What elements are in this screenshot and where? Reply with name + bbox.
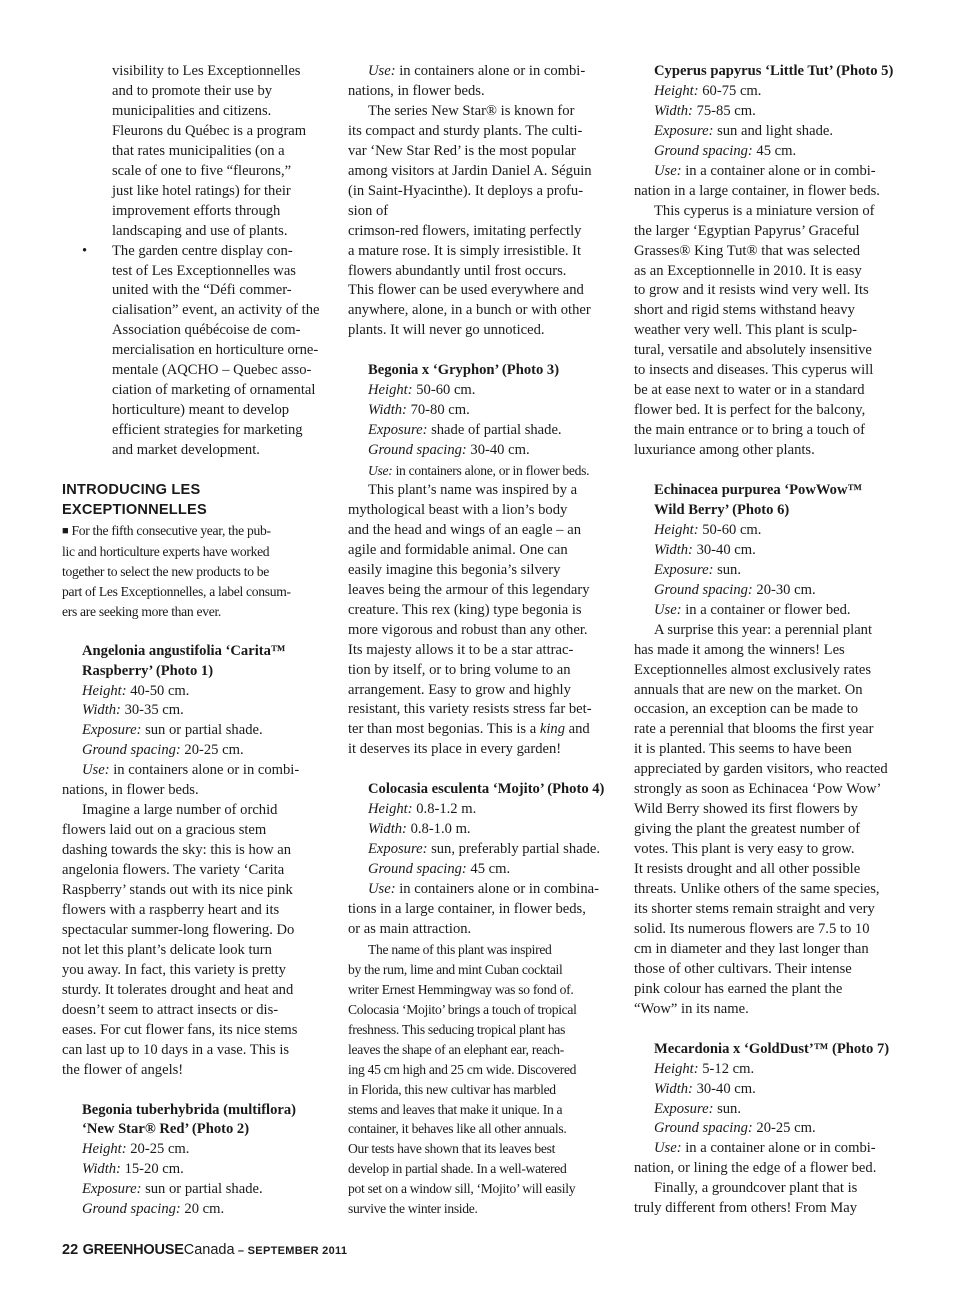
article-column-1 [62,62,330,1220]
plant-entry-begonia-gryphon: Begonia x ‘Gryphon’ (Photo 3) Height: 50-60 cm. Width: 70-80 cm. Exposure: shade of partial shade. Ground spacing: 30-40 cm. Use: in containers alone, or in flower beds. This plant’s name was inspired by a mythological beast with a lion’s body and the head and wings of an eagle – an agile and formidable animal. One can easily imagine this begonia’s silvery leaves being the armour of this legendary creature. This rex (king) type begonia is more vigorous and robust than any other. Its majesty allows it to be a star attrac- tion by itself, or to bring volume to an arrangement. Easy to grow and highly resistant, this variety resists stress far bet- ter than most begonias. This is a king and it deserves its place in every garden! [348,361,616,760]
plant-description: A surprise this year: a perennial plant has made it among the winners! Les Exceptionnelles almost exclusively rates annuals that are new on the market. On occasion, an exception can be made to rate a perennial that blooms the first year it is planted. This seems to have been appreciated by garden visitors, who reacted strongly as soon as Echinacea ‘Pow Wow’ Wild Berry showed its first flowers by giving the plant the greatest number of votes. This plant is very easy to grow. It resists drought and all other possible threats. Unlike others of the same species, its shorter stems remain straight and very solid. Its numerous flowers are 7.5 to 10 cm in diameter and they last longer than those of other cultivars. Their intense pink colour has earned the plant the “Wow” in its name. [634,621,888,1017]
plant-name: Cyperus papyrus ‘Little Tut’ (Photo 5) [654,63,894,79]
magazine-title: GREENHOUSECanada [82,1242,235,1258]
plant-description: Finally, a groundcover plant that is truly different from others! From May [634,1180,858,1217]
page-footer: 22 GREENHOUSECanada – SEPTEMBER 2011 [62,1242,348,1258]
issue-date: SEPTEMBER 2011 [247,1245,348,1257]
plant-description: Imagine a large number of orchid flowers laid out on a gracious stem dashing towards the sky: this is how an angelonia flowers. The variety ‘Carita Raspberry’ stands out with its nice pink flowers with a raspberry heart and its spectacular summer-long flowering. Do not let this plant’s delicate look turn you away. In fact, this variety is pretty sturdy. It tolerates drought and heat and doesn’t seem to attract insects or dis- eases. For cut flower fans, its nice stems can last up to 10 days in a vase. This is the flower of angels! [62,802,298,1078]
plant-name: Colocasia esculenta ‘Mojito’ (Photo 4) [368,781,605,798]
new-star-description: The series New Star® is known for its compact and sturdy plants. The culti- var ‘New Star Red’ is the most popular among visitors at Jardin Daniel A. Séguin (in Saint-Hyacinthe). It deploys a profu- sion of crimson-red flowers, imitating perfectly a mature rose. It is simply irresistible. It flowers abundantly until frost occurs. This flower can be used everywhere and anywhere, alone, in a bunch or with other plants. It will never go unnoticed. [348,102,592,339]
square-bullet-icon: ■ [62,524,69,537]
intro-paragraph: ■ For the fifth consecutive year, the pub- lic and horticulture experts have worked together to select the new products to be part of Les Exceptionnelles, a label consum- ers are seeking more than ever. [62,522,291,619]
plant-entry-colocasia: Colocasia esculenta ‘Mojito’ (Photo 4) Height: 0.8-1.2 m. Width: 0.8-1.0 m. Exposure: sun, preferably partial shade. Ground spacing: 45 cm. Use: in containers alone or in combina- tions in a large container, in flower beds, or as main attraction. The name of this plant was inspired by the rum, lime and mint Cuban cocktail writer Ernest Hemmingway was so fond of. Colocasia ‘Mojito’ brings a touch of tropical freshness. This seducing tropical plant has leaves the shape of an elephant ear, reach- ing 45 cm high and 25 cm wide. Discovered in Florida, this new cultivar has marbled stems and leaves that make it unique. In a container, it behaves like all other annuals. Our tests have shown that its leaves best develop in partial shade. In a well-watered pot set on a window sill, ‘Mojito’ will easily survive the winter inside. [348,780,616,1219]
bullet-item-display-contest: • The garden centre display con- test of Les Exceptionnelles was united with the “Défi commer- cialisation” event, an activity of the Association québécoise de com- mercialisation en horticulture orne- mentale (AQCHO – Quebec asso- ciation of marketing of ornamental horticulture) meant to develop efficient strategies for marketing and market development. [82,242,320,459]
plant-name: Begonia tuberhybrida (multiflora) ‘New Star® Red’ (Photo 2) [82,1101,297,1138]
article-column-3 [634,62,902,1219]
article-column-2: Use: in containers alone or in combi- nations, in flower beds. The series New Star® is known for its compact and sturdy plants. The culti- var ‘New Star Red’ is the most popular among visitors at Jardin Daniel A. Séguin (in Saint-Hyacinthe). It deploys a profu- sion of crimson-red flowers, imitating perfectly a mature rose. It is simply irresistible. It flowers abundantly until frost occurs. This flower can be used everywhere and anywhere, alone, in a bunch or with other plants. It will never go unnoticed. Begonia x ‘Gryphon’ (Photo 3) Height: 50-60 cm. Width: 70-80 cm. Exposure: shade of partial shade. Ground spacing: 30-40 cm. Use: in containers alone, or in flower beds. This plant’s name was inspired by a mythological beast with a lion’s body and the head and wings of an eagle – an agile and formidable animal. One can easily imagine this begonia’s silvery leaves being the armour of this legendary creature. This rex (king) type begonia is more vigorous and robust than any other. Its majesty allows it to be a star attrac- tion by itself, or to bring volume to an arrangement. Easy to grow and highly resistant, this variety resists stress far bet- ter than most begonias. This is a king and it deserves its place in every garden! Colocasia esculenta ‘Mojito’ (Photo 4) Height: 0.8-1.2 m. Width: 0.8-1.0 m. Exposure: sun, preferably partial shade. Ground spacing: 45 cm. Use: in containers alone or in combina- tions in a large container, in flower beds, or as main attraction. The name of this plant was inspired by the rum, lime and mint Cuban cocktail writer Ernest Hemmingway was so fond of. Colocasia ‘Mojito’ brings a touch of tropical freshness. This seducing tropical plant has leaves the shape of an elephant ear, reach- ing 45 cm high and 25 cm wide. Discovered in Florida, this new cultivar has marbled stems and leaves that make it unique. In a container, it behaves like all other annuals. Our tests have shown that its leaves best develop in partial shade. In a well-watered pot set on a window sill, ‘Mojito’ will easily survive the winter inside. [348,62,616,1219]
page-number: 22 [62,1242,79,1258]
plant-entry-cyperus: Cyperus papyrus ‘Little Tut’ (Photo 5) Height: 60-75 cm. Width: 75-85 cm. Exposure: sun and light shade. Ground spacing: 45 cm. Use: in a container alone or in combi- nation in a large container, in flower beds. This cyperus is a miniature version of the larger ‘Egyptian Papyrus’ Graceful Grasses® King Tut® that was selected as an Exceptionnelle in 2010. It is easy to grow and it resists wind very well. Its short and rigid stems withstand heavy weather very well. This plant is sculp- tural, versatile and absolutely insensitive to insects and diseases. This cyperus will be at ease next to water or in a standard flower bed. It is perfect for the balcony, the main entrance or to bring a touch of luxuriance among other plants. [634,62,902,461]
plant-name: Begonia x ‘Gryphon’ (Photo 3) [368,362,560,379]
plant-entry-begonia-new-star: Begonia tuberhybrida (multiflora) ‘New Star® Red’ (Photo 2) Height: 20-25 cm. Width: 15-20 cm. Exposure: sun or partial shade. Ground spacing: 20 cm. [62,1101,330,1221]
plant-entry-echinacea: Echinacea purpurea ‘PowWow™ Wild Berry’ (Photo 6) Height: 50-60 cm. Width: 30-40 cm. Exposure: sun. Ground spacing: 20-30 cm. Use: in a container or flower bed. A surprise this year: a perennial plant has made it among the winners! Les Exceptionnelles almost exclusively rates annuals that are new on the market. On occasion, an exception can be made to rate a perennial that blooms the first year it is planted. This seems to have been appreciated by garden visitors, who reacted strongly as soon as Echinacea ‘Pow Wow’ Wild Berry showed its first flowers by giving the plant the greatest number of votes. This plant is very easy to grow. It resists drought and all other possible threats. Unlike others of the same species, its shorter stems remain straight and very solid. Its numerous flowers are 7.5 to 10 cm in diameter and they last longer than those of other cultivars. Their intense pink colour has earned the plant the “Wow” in its name. [634,481,902,1020]
plant-name: Echinacea purpurea ‘PowWow™ Wild Berry’ (Photo 6) [654,482,863,518]
plant-name: Mecardonia x ‘GoldDust’™ (Photo 7) [654,1040,890,1057]
bullet-glyph: • [82,242,88,259]
section-heading: INTRODUCING LES EXCEPTIONNELLES [62,482,207,518]
plant-description: This cyperus is a miniature version of the larger ‘Egyptian Papyrus’ Graceful Grasses® King Tut® that was selected as an Exceptionnelle in 2010. It is easy to grow and it resists wind very well. Its short and rigid stems withstand heavy weather very well. This plant is sculp- tural, versatile and absolutely insensitive to insects and diseases. This cyperus will be at ease next to water or in a standard flower bed. It is perfect for the balcony, the main entrance or to bring a touch of luxuriance among other plants. [634,202,875,459]
plant-entry-mecardonia: Mecardonia x ‘GoldDust’™ (Photo 7) Height: 5-12 cm. Width: 30-40 cm. Exposure: sun. Ground spacing: 20-25 cm. Use: in a container alone or in combi- nation, or lining the edge of a flower bed. Finally, a groundcover plant that is truly different from others! From May [634,1040,902,1220]
plant-entry-angelonia: Angelonia angustifolia ‘Carita™ Raspberry’ (Photo 1) Height: 40-50 cm. Width: 30-35 cm. Exposure: sun or partial shade. Ground spacing: 20-25 cm. Use: in containers alone or in combi- nations, in flower beds. Imagine a large number of orchid flowers laid out on a gracious stem dashing towards the sky: this is how an angelonia flowers. The variety ‘Carita Raspberry’ stands out with its nice pink flowers with a raspberry heart and its spectacular summer-long flowering. Do not let this plant’s delicate look turn you away. In fact, this variety is pretty sturdy. It tolerates drought and heat and doesn’t seem to attract insects or dis- eases. For cut flower fans, its nice stems can last up to 10 days in a vase. This is the flower of angels! [62,642,330,1081]
plant-description: The name of this plant was inspired by the rum, lime and mint Cuban cocktail writer Ernest Hemmingway was so fond of. Colocasia ‘Mojito’ brings a touch of tropical freshness. This seducing tropical plant has leaves the shape of an elephant ear, reach- ing 45 cm high and 25 cm wide. Discovered in Florida, this new cultivar has marbled stems and leaves that make it unique. In a container, it behaves like all other annuals. Our tests have shown that its leaves best develop in partial shade. In a well-watered pot set on a window sill, ‘Mojito’ will easily survive the winter inside. [348,941,577,1217]
plant-name: Angelonia angustifolia ‘Carita™ Raspberry’ (Photo 1) [82,642,286,679]
bullet-item-fleurons: visibility to Les Exceptionnelles and to promote their use by municipalities and citizens. Fleurons du Québec is a program that rates municipalities (on a scale of one to five “fleurons,” just like hotel ratings) for their improvement efforts through landscaping and use of plants. [112,63,307,239]
plant-description: This plant’s name was inspired by a mythological beast with a lion’s body and the head and wings of an eagle – an agile and formidable animal. One can easily imagine this begonia’s silvery leaves being the armour of this legendary creature. This rex (king) type begonia is more vigorous and robust than any other. Its majesty allows it to be a star attrac- tion by itself, or to bring volume to an arrangement. Easy to grow and highly resistant, this variety resists stress far bet- ter than most begonias. This is a king and it deserves its place in every garden! [348,482,592,758]
bullet-list [62,62,330,461]
